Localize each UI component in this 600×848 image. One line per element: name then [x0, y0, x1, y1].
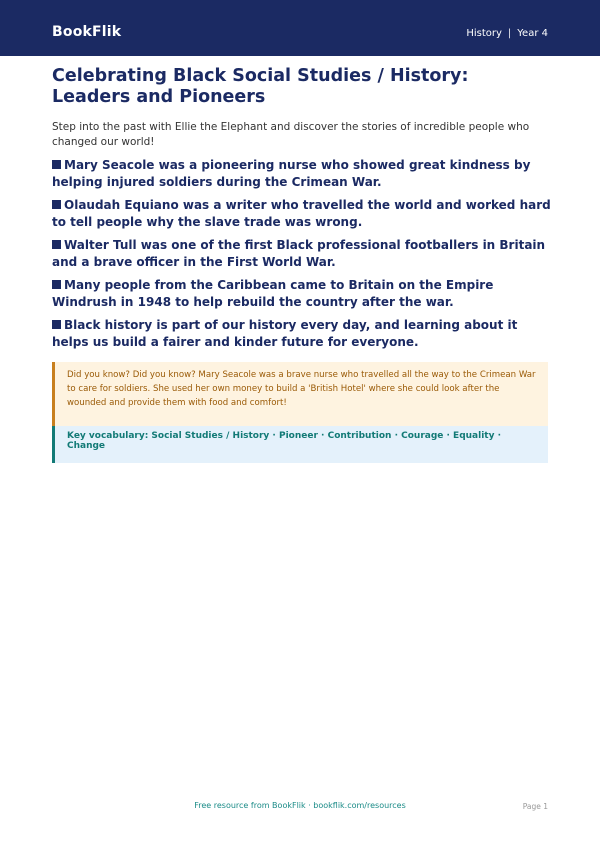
key-point-text: Mary Seacole was a pioneering nurse who showed great kindness by helping injured soldiers during the Crimean War. [52, 158, 531, 189]
breadcrumb-separator: | [507, 28, 512, 39]
did-you-know-box [52, 362, 548, 426]
key-point [52, 197, 552, 231]
key-point-text: Olaudah Equiano was a writer who travelled the world and worked hard to tell people why the slave trade was wrong. [52, 198, 551, 229]
breadcrumb [466, 0, 548, 68]
breadcrumb-year[interactable]: Year 4 [517, 28, 548, 39]
key-point-text: Many people from the Caribbean came to Britain on the Empire Windrush in 1948 to help rebuild the country after the war. [52, 278, 494, 309]
square-bullet-icon [52, 160, 61, 169]
page-title: Celebrating Black Social Studies / History: Leaders and Pioneers [52, 66, 469, 107]
footer-credit [0, 801, 600, 810]
breadcrumb-subject[interactable]: History [466, 28, 502, 39]
square-bullet-icon [52, 320, 61, 329]
did-you-know-text: Did you know? Did you know? Mary Seacole was a brave nurse who travelled all the way to the Crimean War to care for soldiers. She used her own money to build a 'British Hotel' where she could look after the wounded and provide them with food and comfort! [67, 370, 536, 408]
key-point [52, 317, 552, 351]
key-point [52, 237, 552, 271]
key-point [52, 157, 552, 191]
footer-credit-link[interactable]: Free resource from BookFlik · bookflik.com/resources [194, 801, 406, 810]
square-bullet-icon [52, 280, 61, 289]
page-number: Page 1 [522, 802, 548, 811]
square-bullet-icon [52, 200, 61, 209]
key-vocabulary-text: Key vocabulary: Social Studies / History · Pioneer · Contribution · Courage · Equality · Change [67, 431, 502, 451]
brand-logo[interactable]: BookFlik [52, 24, 122, 40]
square-bullet-icon [52, 240, 61, 249]
key-point [52, 277, 552, 311]
key-point-text: Walter Tull was one of the first Black professional footballers in Britain and a brave officer in the First World War. [52, 238, 546, 269]
key-vocabulary-box [52, 426, 548, 463]
site-header [0, 0, 600, 56]
key-points-list [52, 157, 552, 357]
key-point-text: Black history is part of our history every day, and learning about it helps us build a fairer and kinder future for everyone. [52, 318, 518, 349]
intro-text: Step into the past with Ellie the Elephant and discover the stories of incredible people who changed our world! [52, 121, 530, 148]
